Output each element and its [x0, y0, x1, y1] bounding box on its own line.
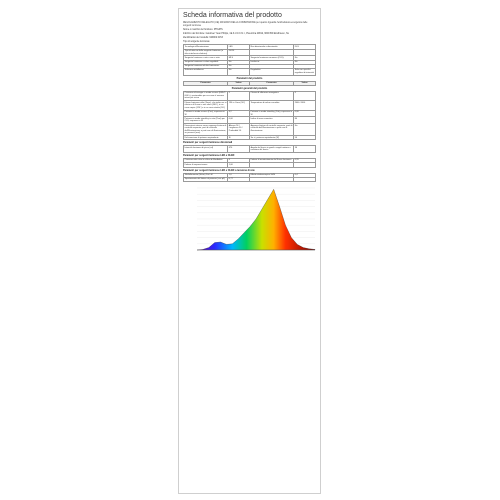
param-value-cell: 80 [294, 117, 316, 124]
spectrum-chart [183, 184, 316, 260]
param-value-cell: 6 [228, 159, 250, 163]
param-value-cell: 0,00 [228, 117, 250, 124]
param-label-cell: Fattore di sopravvivenza [184, 163, 228, 167]
param-label-cell: Dichiarazione di potenza equivalente [184, 136, 228, 140]
param-label-cell: Tecnologia d'illuminazione: [184, 45, 228, 49]
param-label-cell: Parametro [184, 81, 228, 85]
param-label-cell: Effetto stroboscopico SVM [249, 173, 293, 177]
param-label-cell: Coerenza dei colori in ellissi di MacAdam [184, 159, 228, 163]
param-label-cell: Spostamento del fattore di potenza (cos φ1) [184, 177, 228, 181]
param-label-cell: Parametro [249, 81, 293, 85]
param-value-cell: 1,00 [228, 163, 250, 167]
directional-params-title: Parametri per sorgenti luminose direzionali [183, 141, 233, 145]
param-value-cell: Altezza 56 / Larghezza 50 / Profondità 50 [228, 124, 250, 136]
table-row [184, 81, 316, 85]
param-label-cell: Fattore di mantenimento del flusso luminoso [249, 159, 293, 163]
table-row [184, 110, 316, 117]
page-title: Scheda informativa del prodotto [183, 12, 282, 19]
param-label-cell: Sorgente luminosa a colori regolabili: [184, 60, 228, 64]
param-value-cell: 0,4 [294, 173, 316, 177]
model-identifier: Identificativo del modello: 929002 0153 [183, 36, 223, 39]
supplier-name: Nome o marchio del fornitore: PHILIPS [183, 28, 223, 31]
param-label-cell: Involucro: [249, 60, 293, 64]
mls-params-title: Parametri per sorgenti luminose LED e OLED a tensione di rete [183, 168, 255, 172]
params-title: Parametri del prodotto [236, 76, 263, 80]
param-label-cell [249, 163, 293, 167]
param-label-cell [249, 177, 293, 181]
param-value-cell: MLS [228, 56, 250, 60]
directional-params-table [183, 145, 316, 153]
param-value-cell: Valore [294, 81, 316, 85]
light-source-type-label: Tipo di sorgente luminosa: [183, 40, 210, 43]
param-label-cell: Schermo antiriflesso: [184, 68, 228, 75]
table-row [184, 49, 316, 56]
param-value-cell: 130 in Cono (90°) [228, 101, 250, 110]
spectrum-area [197, 189, 315, 250]
params-header-table [183, 81, 316, 86]
table-row [184, 124, 316, 136]
param-label-cell: Consumo di energia in modo acceso (kWh/1 000 h), arrotondato per eccesso al numero intero più vicino [184, 91, 228, 100]
param-value-cell: No [228, 68, 250, 75]
param-value-cell: GU10 [228, 49, 250, 56]
param-label-cell: Angolo del fascio in gradi o angoli minimo e massimo del fascio [249, 146, 293, 153]
param-value-cell: LED [228, 45, 250, 49]
param-label-cell: Flusso luminoso utile (Φuse), che indica se si riferisce al flusso in una sfera (360°), in un cono ampio (120°) o in un cono stretto (90°) [184, 101, 227, 109]
supplier-address: Indirizzo del fornitore: Guidover Yuan Philips, 1E.K.U.F.C.N.I., Pleumbra 20812, 9600 BD Eindhoven, NL [183, 32, 290, 35]
param-label-cell: Potenza in modo stand-by (Psb), espressa in W [250, 110, 293, 116]
param-value-cell: 1,0 [228, 173, 250, 177]
param-value-cell: No [294, 60, 316, 64]
led-params-table [183, 158, 316, 167]
regulation-intro: REGOLAMENTO DELEGATO (UE) 2019/2015 DELLA COMMISSIONE per quanto riguarda l'etichettatura energetica delle sorgenti luminose [183, 22, 308, 27]
param-value-cell: 4,2 [228, 110, 250, 117]
param-value-cell: No [228, 64, 250, 68]
param-value-cell: No [294, 56, 316, 60]
general-params-title: Parametri generali del prodotto [231, 86, 268, 90]
param-value-cell [294, 163, 316, 167]
param-value-cell: 2000..3100 [294, 101, 316, 110]
param-label-cell: Tipo di attacco della sorgente luminosa (o altra interfaccia elettrica) [184, 49, 228, 56]
param-value-cell [294, 177, 316, 181]
table-row [184, 117, 316, 124]
param-label-cell: Potenza in modo stand-by in rete (Pnet) per CLS, espressa in W [184, 117, 228, 124]
param-label-cell: Temperatura di colore correlata [249, 101, 293, 110]
param-value-cell: Sì [228, 136, 250, 140]
table-row [184, 146, 316, 153]
param-value-cell: 470 [228, 146, 250, 153]
param-label-cell: Dimensioni esterne senza apparecchiatura di controllo separata, parti di controllo dell'illuminazione e parti non di illuminazione, se presenti (mm) [184, 124, 227, 135]
type-table [183, 44, 316, 75]
param-value-cell: 0,77 [228, 177, 250, 181]
table-row [184, 177, 316, 181]
param-label-cell: Indice di resa cromatica [249, 117, 293, 124]
param-value-cell: Solo con specifici regolatori di intensità [294, 69, 314, 74]
table-row [184, 163, 316, 167]
spectrum-chart-svg [183, 184, 318, 260]
table-row [184, 91, 316, 100]
param-label-cell: Se sì, potenza equivalente (W) [249, 136, 293, 140]
param-value-cell: 36 [294, 146, 316, 153]
param-value-cell: 0,95 [294, 159, 316, 163]
table-row [184, 68, 316, 75]
table-row [184, 136, 316, 140]
param-label-cell: Sorgente luminosa a rete o non a rete: [184, 56, 228, 60]
param-value-cell: 0,00 [294, 110, 316, 117]
param-value-cell: No [294, 124, 316, 136]
led-params-title: Parametri per sorgenti luminose LED e OLED [183, 154, 235, 158]
param-label-cell [249, 49, 293, 56]
param-value-cell: Valore [228, 81, 250, 85]
param-value-cell: No [228, 60, 250, 64]
product-information-sheet [178, 8, 321, 494]
param-label-cell: Regolabile: [249, 68, 293, 75]
table-row [184, 101, 316, 110]
param-value-cell: 5 [228, 91, 250, 100]
param-label-cell: Sorgente luminosa ad alta luminanza: [184, 64, 228, 68]
param-label-cell: Apparecchiatura di controllo separata, parti di controllo dell'illuminazione o parti non di illuminazione [249, 124, 293, 136]
param-value-cell: 50 [294, 136, 316, 140]
param-value-cell: F [294, 91, 316, 100]
general-params-table [183, 91, 316, 140]
mls-params-table [183, 173, 316, 182]
param-label-cell: Potenza in modo acceso (Pon), espressa in W [184, 110, 228, 117]
param-label-cell: Intensità luminosa di picco (cd) [184, 146, 228, 153]
param-label-cell: Non direzionale o direzionale: [249, 45, 293, 49]
param-label-cell: Sorgente luminosa connessa (CLS): [249, 56, 293, 60]
param-value-cell: DLS [294, 45, 316, 49]
param-label-cell: Sfarfallamento (flicker) Pst LM [184, 173, 228, 177]
param-label-cell: Classe di efficienza energetica [249, 91, 293, 100]
param-value-cell [294, 49, 316, 56]
